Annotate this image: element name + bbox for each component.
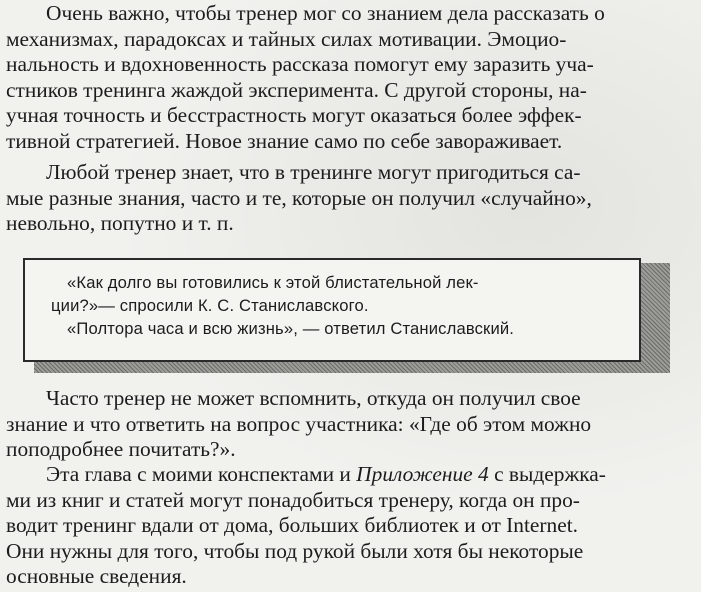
text-line: Любой тренер знает, что в тренинге могут пригодиться са-	[46, 160, 581, 184]
paragraph-sources	[6, 386, 666, 463]
quote-text	[51, 271, 617, 340]
quote-box	[23, 258, 641, 362]
text-line	[6, 462, 666, 488]
appendix-reference: Приложение 4	[356, 462, 489, 486]
text-line: поподробнее почитать?».	[6, 437, 236, 461]
text-line: тивной стратегией. Новое знание само по себе завораживает.	[6, 128, 563, 153]
quote-line: «Как долго вы готовились к этой блистательной лек-	[67, 273, 479, 292]
paragraph-chapter	[6, 462, 666, 590]
text-line: водит тренинг вдали от дома, больших библиотек и от Internet.	[6, 513, 579, 537]
text-line: мые разные знания, часто и те, которые он получил «случайно»,	[6, 185, 592, 210]
paragraph-knowledge	[6, 160, 666, 237]
quote-line: ции?»— спросили К. С. Станиславского.	[51, 296, 369, 315]
text-line: знание и что ответить на вопрос участника: «Где об этом можно	[6, 411, 592, 436]
text-line: Они нужны для того, чтобы под рукой были хотя бы некоторые	[6, 538, 584, 563]
text-fragment: с выдержка-	[488, 462, 606, 486]
paragraph-motivation	[6, 1, 666, 154]
text-line: учная точность и бесстрастность могут оказаться более эффек-	[6, 103, 582, 127]
text-line: невольно, попутно и т. п.	[6, 211, 234, 235]
text-line: механизмах, парадоксах и тайных силах мотивации. Эмоцио-	[6, 26, 567, 51]
text-fragment: Эта глава с моими конспектами и	[46, 462, 357, 486]
quote-line: «Полтора часа и всю жизнь», — ответил Станиславский.	[67, 319, 515, 338]
text-line: основные сведения.	[6, 564, 187, 588]
text-line: стников тренинга жаждой эксперимента. С другой стороны, на-	[6, 77, 587, 102]
text-line: нальность и вдохновенность рассказа помогут ему заразить уча-	[6, 52, 594, 76]
text-line: Очень важно, чтобы тренер мог со знанием дела рассказать о	[46, 1, 605, 25]
text-line: Часто тренер не может вспомнить, откуда он получил свое	[46, 386, 581, 410]
text-line: ми из книг и статей могут понадобиться тренеру, когда он про-	[6, 487, 580, 512]
